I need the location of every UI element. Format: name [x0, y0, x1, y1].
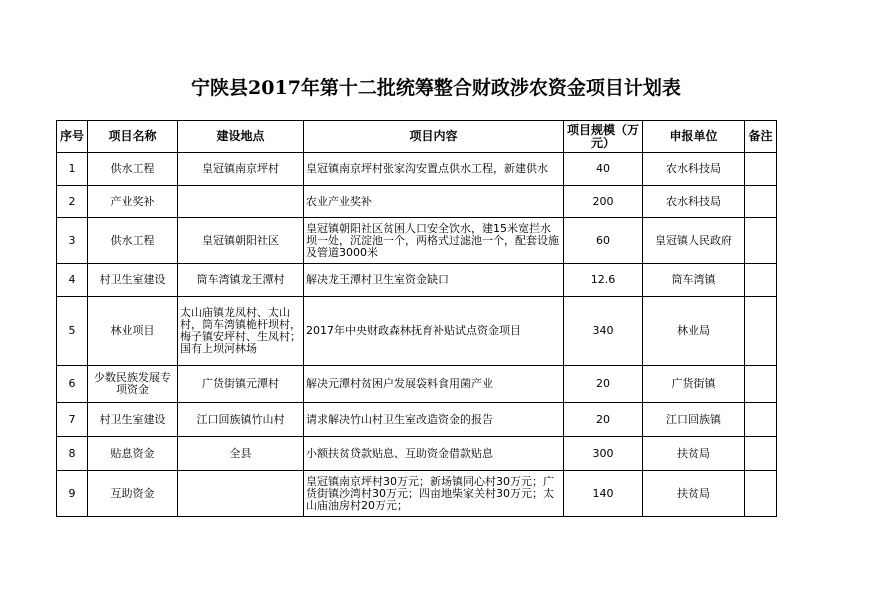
cell-location: [178, 186, 304, 218]
cell-note: [745, 186, 777, 218]
cell-content: 2017年中央财政森林抚育补贴试点资金项目: [304, 297, 564, 366]
cell-name: 供水工程: [88, 218, 178, 264]
cell-scale: 200: [564, 186, 643, 218]
header-seq: 序号: [57, 121, 88, 153]
header-location: 建设地点: [178, 121, 304, 153]
cell-note: [745, 471, 777, 517]
cell-location: 皇冠镇南京坪村: [178, 153, 304, 186]
cell-location: [178, 471, 304, 517]
cell-scale: 60: [564, 218, 643, 264]
cell-scale: 20: [564, 366, 643, 403]
cell-unit: 江口回族镇: [643, 403, 745, 437]
cell-scale: 20: [564, 403, 643, 437]
project-table: [56, 120, 777, 517]
cell-scale: 12.6: [564, 264, 643, 297]
table-row: [57, 403, 777, 437]
cell-content: 农业产业奖补: [304, 186, 564, 218]
header-name: 项目名称: [88, 121, 178, 153]
table-row: [57, 297, 777, 366]
table-row: [57, 437, 777, 471]
cell-scale: 300: [564, 437, 643, 471]
cell-seq: 1: [57, 153, 88, 186]
cell-content: 解决龙王潭村卫生室资金缺口: [304, 264, 564, 297]
cell-scale: 140: [564, 471, 643, 517]
cell-content: 小额扶贫贷款贴息、互助资金借款贴息: [304, 437, 564, 471]
cell-location: 江口回族镇竹山村: [178, 403, 304, 437]
table-row: [57, 186, 777, 218]
table-row: [57, 153, 777, 186]
cell-unit: 扶贫局: [643, 471, 745, 517]
cell-unit: 林业局: [643, 297, 745, 366]
cell-location: 广货街镇元潭村: [178, 366, 304, 403]
cell-name: 村卫生室建设: [88, 264, 178, 297]
cell-name: 贴息资金: [88, 437, 178, 471]
cell-location: 皇冠镇朝阳社区: [178, 218, 304, 264]
cell-content: 请求解决竹山村卫生室改造资金的报告: [304, 403, 564, 437]
cell-content: 解决元潭村贫困户发展袋料食用菌产业: [304, 366, 564, 403]
cell-name: 少数民族发展专项资金: [88, 366, 178, 403]
cell-content: 皇冠镇南京坪村30万元；新场镇同心村30万元；广货街镇沙湾村30万元；四亩地柴家关村30万元；太山庙油房村20万元；: [304, 471, 564, 517]
cell-unit: 扶贫局: [643, 437, 745, 471]
cell-seq: 6: [57, 366, 88, 403]
table-row: [57, 264, 777, 297]
header-scale: 项目规模（万元）: [564, 121, 643, 153]
cell-seq: 3: [57, 218, 88, 264]
cell-note: [745, 264, 777, 297]
page-title: 宁陕县2017年第十二批统筹整合财政涉农资金项目计划表: [191, 77, 681, 99]
cell-location: 全县: [178, 437, 304, 471]
table-row: [57, 366, 777, 403]
table-row: [57, 218, 777, 264]
cell-scale: 40: [564, 153, 643, 186]
cell-seq: 4: [57, 264, 88, 297]
cell-location: 筒车湾镇龙王潭村: [178, 264, 304, 297]
cell-name: 林业项目: [88, 297, 178, 366]
table-row: [57, 471, 777, 517]
cell-note: [745, 218, 777, 264]
header-unit: 申报单位: [643, 121, 745, 153]
cell-location: 太山庙镇龙凤村、太山村，筒车湾镇桅杆坝村，梅子镇安坪村、生凤村；国有上坝河林场: [178, 297, 304, 366]
cell-name: 产业奖补: [88, 186, 178, 218]
cell-unit: 皇冠镇人民政府: [643, 218, 745, 264]
cell-seq: 5: [57, 297, 88, 366]
header-row: [57, 121, 777, 153]
cell-name: 供水工程: [88, 153, 178, 186]
cell-note: [745, 403, 777, 437]
cell-content: 皇冠镇南京坪村张家沟安置点供水工程，新建供水: [304, 153, 564, 186]
cell-unit: 筒车湾镇: [643, 264, 745, 297]
cell-scale: 340: [564, 297, 643, 366]
cell-note: [745, 297, 777, 366]
cell-unit: 农水科技局: [643, 153, 745, 186]
header-content: 项目内容: [304, 121, 564, 153]
cell-note: [745, 437, 777, 471]
cell-seq: 9: [57, 471, 88, 517]
cell-seq: 2: [57, 186, 88, 218]
cell-seq: 7: [57, 403, 88, 437]
cell-name: 村卫生室建设: [88, 403, 178, 437]
cell-unit: 农水科技局: [643, 186, 745, 218]
cell-note: [745, 366, 777, 403]
cell-unit: 广货街镇: [643, 366, 745, 403]
header-note: 备注: [745, 121, 777, 153]
cell-note: [745, 153, 777, 186]
cell-name: 互助资金: [88, 471, 178, 517]
cell-seq: 8: [57, 437, 88, 471]
cell-content: 皇冠镇朝阳社区贫困人口安全饮水，建15米宽拦水坝一处，沉淀池一个，两格式过滤池一个，配套设施及管道3000米: [304, 218, 564, 264]
